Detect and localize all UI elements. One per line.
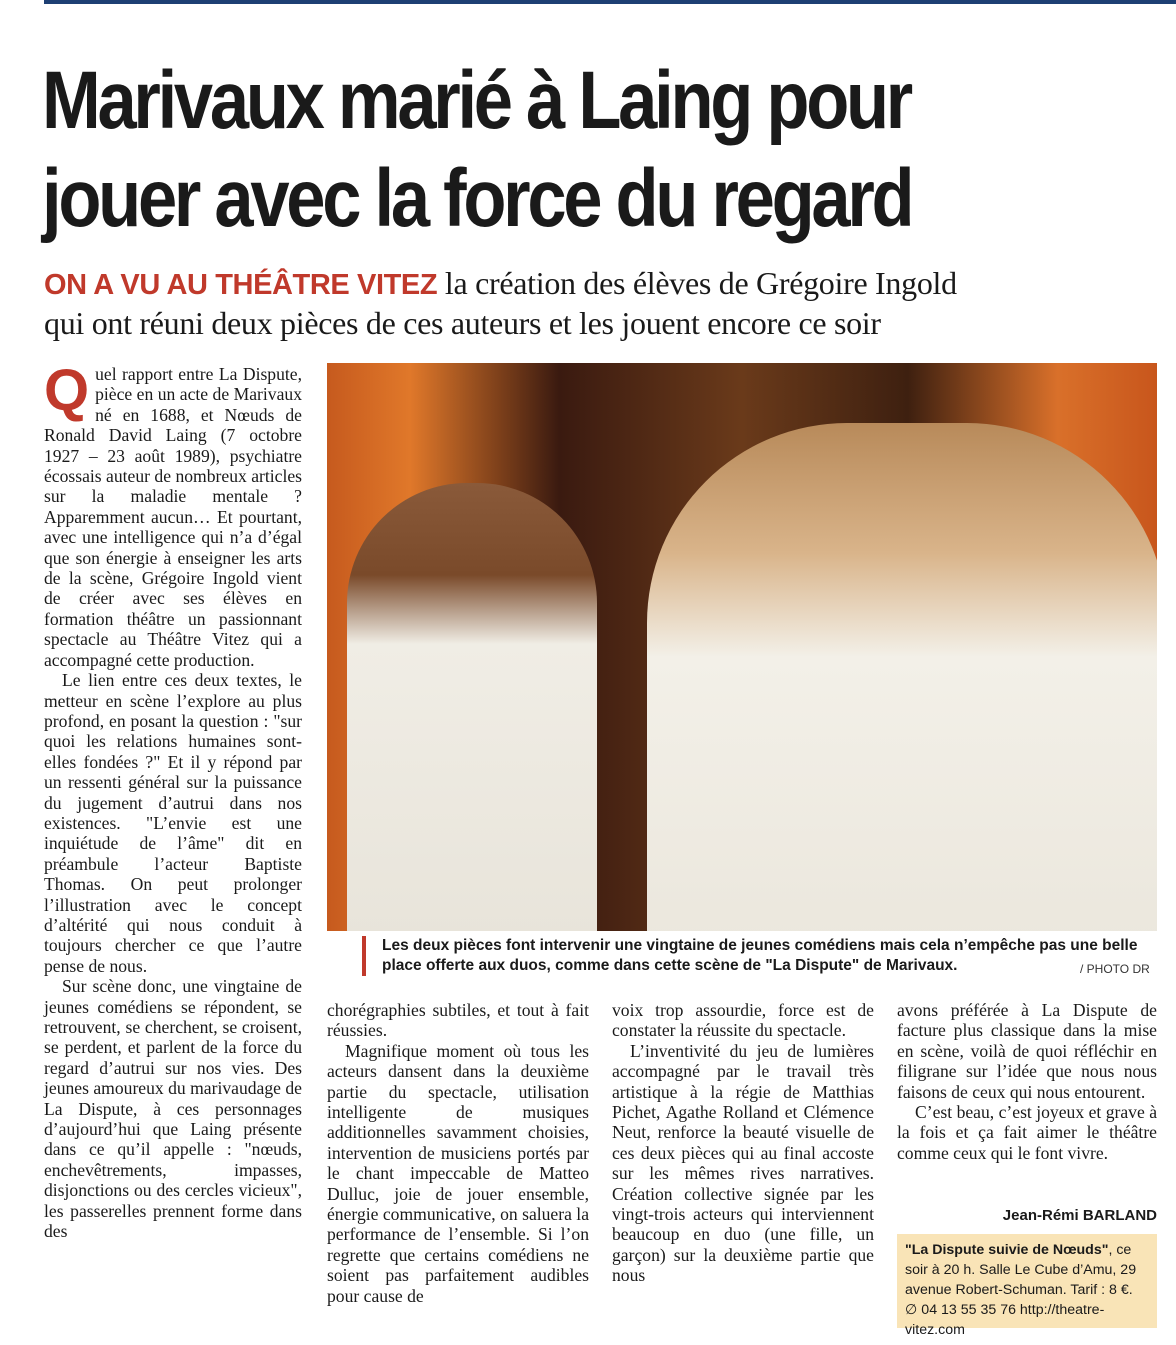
article-column-1: [44, 358, 302, 1242]
article-column-3: [612, 1000, 874, 1286]
paragraph-6: voix trop assourdie, force est de constater la réussite du spectacle.: [612, 1000, 874, 1041]
paragraph-1: [44, 358, 302, 670]
article-column-2: [327, 1000, 589, 1306]
actress-figure: [347, 483, 597, 931]
photo-caption: Les deux pièces font intervenir une vingtaine de jeunes comédiens mais cela n’empêche pas une belle place offerte aux duos, comme dans cette scène de "La Dispute" de Marivaux.: [362, 936, 1157, 976]
deck: [44, 264, 1154, 342]
headline-line-1: Marivaux marié à Laing pour: [42, 55, 910, 146]
info-details: , ce soir à 20 h. Salle Le Cube d’Amu, 29 avenue Robert-Schuman. Tarif : 8 €.: [905, 1242, 1137, 1298]
paragraph-2: Le lien entre ces deux textes, le metteur en scène l’explore au plus profond, en posant la question : "sur quoi les relations humaines sont-elles fondées ?" Et il y répond par un ressenti général sur la puissance du jugement d’autrui dans nos existences. "L’envie est une inquiétude de l’âme" dit en préambule l’acteur Baptiste Thomas. On peut prolonger l’illustration avec le concept d’altérité qui nous conduit à toujours chercher ce que l’autre pense de nous.: [44, 670, 302, 976]
headline: [42, 52, 997, 248]
article-column-4: [897, 1000, 1157, 1163]
paragraph-1-text: uel rapport entre La Dispute, pièce en un acte de Marivaux né en 1688, et Nœuds de Ronald David Laing (7 octobre 1927 – 23 août 1989), psychiatre écossais auteur de nombreux articles sur la maladie mentale ? Apparemment aucun… Et pourtant, avec une intelligence qui n’a d’égal que son énergie à enseigner les arts de la scène, Grégoire Ingold vient de créer avec ses élèves en formation théâtre un passionnant spectacle au Théâtre Vitez qui a accompagné cette production.: [44, 364, 302, 670]
deck-text-1: la création des élèves de Grégoire Ingold: [437, 265, 957, 301]
top-rule: [44, 0, 1176, 4]
photo-credit: / PHOTO DR: [1080, 962, 1150, 976]
paragraph-7: L’inventivité du jeu de lumières accompagné par le travail très artistique à la régie de Matthias Pichet, Agathe Rolland et Clémence Neut, renforce la beauté visuelle de ces deux pièces qui au final accoste sur les mêmes rives narratives. Création collective signée par les vingt-trois acteurs qui interviennent beaucoup en duo (une fille, un garçon) sur la deuxième partie que nous: [612, 1040, 874, 1286]
info-title: "La Dispute suivie de Nœuds": [905, 1242, 1109, 1258]
byline: Jean-Rémi BARLAND: [1002, 1207, 1157, 1224]
paragraph-8: avons préférée à La Dispute de facture plus classique dans la mise en scène, voilà de quoi réfléchir en filigrane sur l’idée que nous nous faisons de ceux qui nous entourent.: [897, 1000, 1157, 1102]
paragraph-5: Magnifique moment où tous les acteurs dansent dans la deuxième partie du spectacle, utilisation intelligente de musiques additionnelles savamment choisies, intervention de musiciens portés par le chant impeccable de Matteo Dulluc, joie de jouer ensemble, énergie communicative, on saluera la performance de l’ensemble. Si l’on regrette que certains comédiens ne soient pas parfaitement audibles pour cause de: [327, 1040, 590, 1306]
actor-figure: [647, 423, 1157, 931]
paragraph-3: Sur scène donc, une vingtaine de jeunes comédiens se répondent, se retrouvent, se cherchent, se croisent, se perdent, et parlent de la force du regard d’autrui sur nos vies. Des jeunes amoureux du marivaudage de La Dispute, à ces personnages d’aujourd’hui que Laing présente dans ce qu’il appelle : "nœuds, enchevêtrements, impasses, disjonctions ou des cercles vicieux", les passerelles prennent forme dans des: [44, 976, 302, 1242]
paragraph-9: C’est beau, c’est joyeux et grave à la fois et ça fait aimer le théâtre comme ceux qui le font vivre.: [897, 1102, 1157, 1163]
paragraph-4: chorégraphies subtiles, et tout à fait réussies.: [327, 1000, 589, 1041]
dropcap: Q: [44, 358, 90, 423]
deck-text-2: qui ont réuni deux pièces de ces auteurs et les jouent encore ce soir: [44, 305, 881, 341]
kicker: ON A VU AU THÉÂTRE VITEZ: [44, 269, 438, 301]
phone-icon: ∅: [905, 1302, 918, 1318]
info-contact[interactable]: 04 13 55 35 76 http://theatre-vitez.com: [905, 1302, 1105, 1338]
article-photo: [327, 363, 1157, 931]
info-box: [897, 1234, 1157, 1338]
headline-line-2: jouer avec la force du regard: [42, 153, 912, 244]
